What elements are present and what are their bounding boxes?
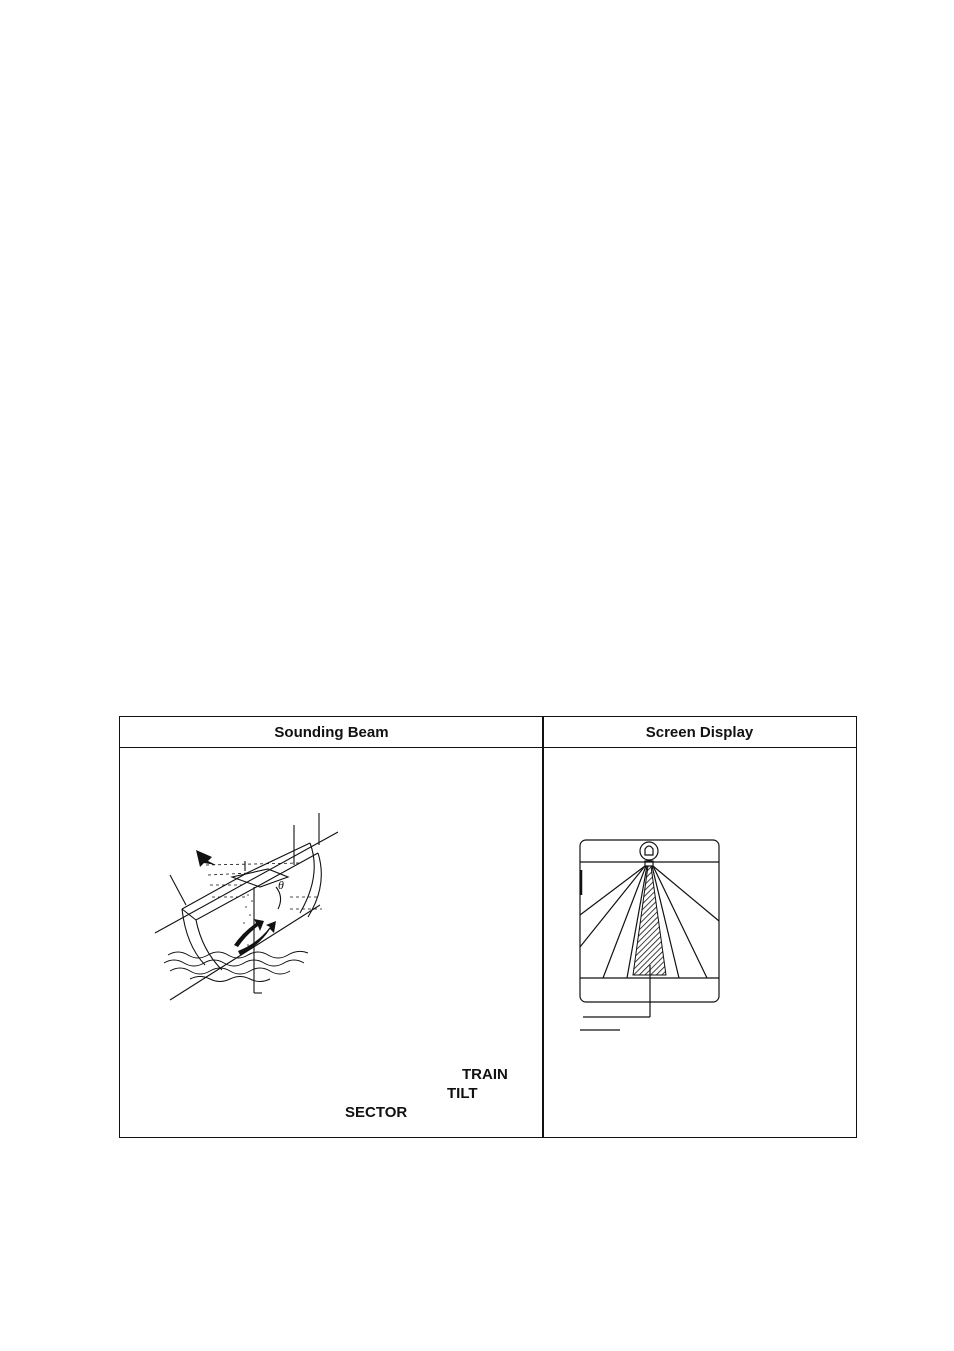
train-label: TRAIN xyxy=(462,1066,508,1083)
tilt-angle-symbol: θ xyxy=(278,878,284,892)
header-sounding-beam: Sounding Beam xyxy=(120,717,543,748)
header-screen-display: Screen Display xyxy=(543,717,856,748)
sounding-beam-illustration xyxy=(150,805,360,1010)
tilt-label: TILT xyxy=(447,1085,478,1102)
screen-display-illustration xyxy=(575,835,725,1035)
column-divider xyxy=(542,717,544,1137)
sector-label: SECTOR xyxy=(345,1104,408,1121)
